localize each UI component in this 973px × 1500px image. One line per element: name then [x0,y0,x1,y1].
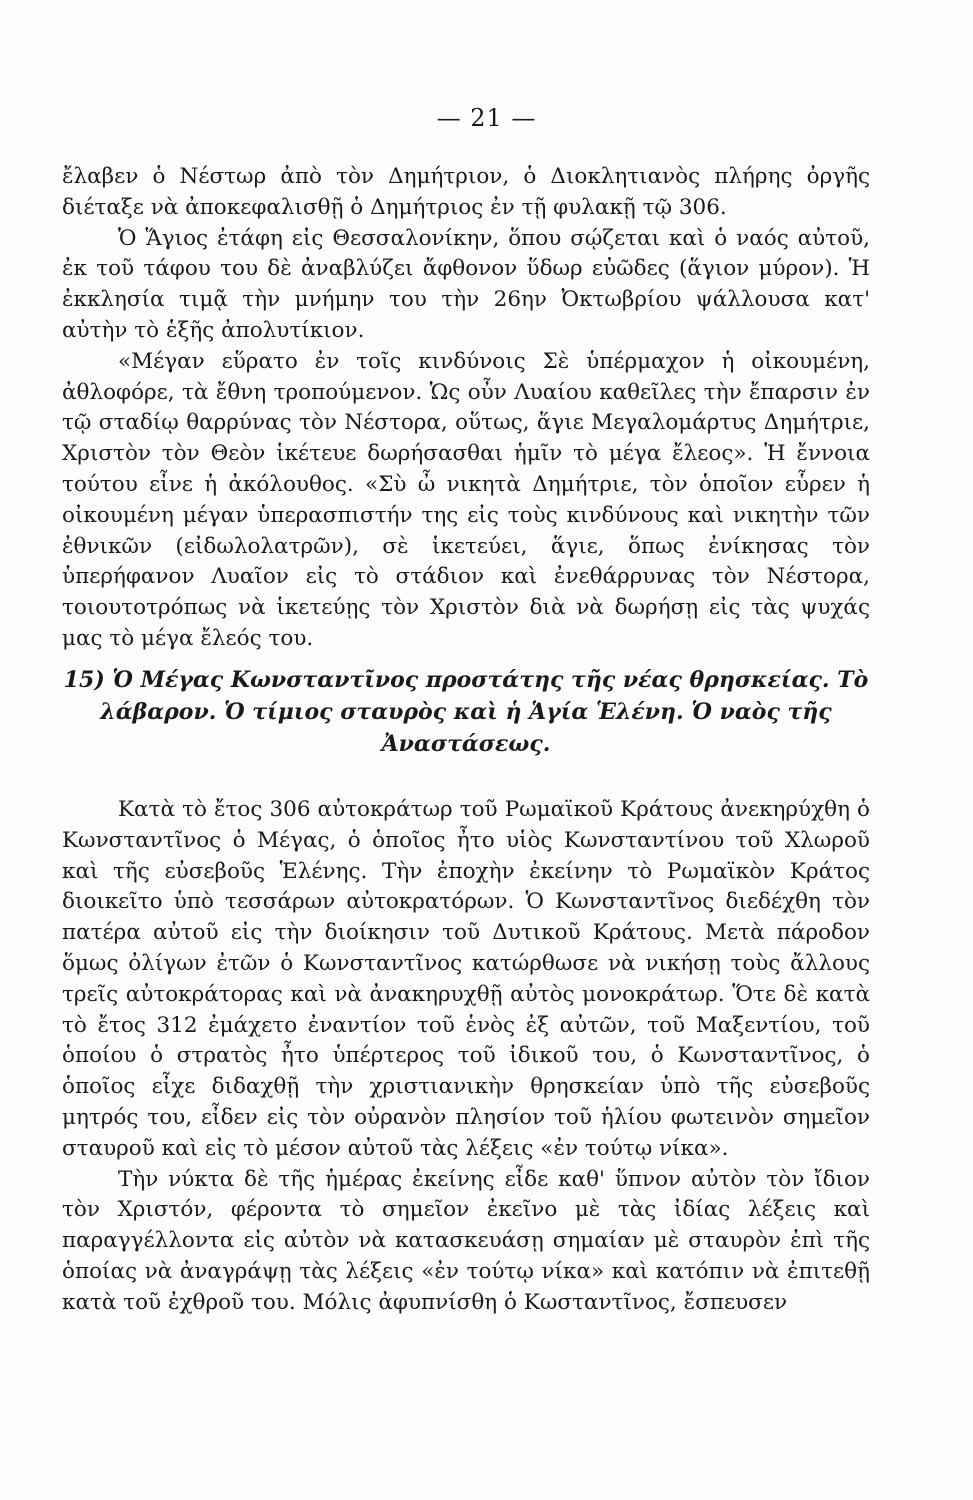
paragraph: Κατὰ τὸ ἔτος 306 αὐτοκράτωρ τοῦ Ρωμαϊκοῦ Κράτους ἀνεκηρύχθη ὁ Κωνσταντῖνος ὁ Μέγας, ὁ ὁποῖος ἦτο υἱὸς Κωνσταντίνου τοῦ Χλωροῦ καὶ τῆς εὐσεβοῦς Ἑλένης. Τὴν ἐποχὴν ἐκείνην τὸ Ρωμαϊκὸν Κράτος διοικεῖτο ὑπὸ τεσσάρων αὐτοκρατόρων. Ὁ Κωνσταντῖνος διεδέχθη τὸν πατέρα αὐτοῦ εἰς τὴν διοίκησιν τοῦ Δυτικοῦ Κράτους. Μετὰ πάροδον ὅμως ὀλίγων ἐτῶν ὁ Κωνσταντῖνος κατώρθωσε νὰ νικήσῃ τοὺς ἄλλους τρεῖς αὐτοκράτορας καὶ νὰ ἀνακηρυχθῇ αὐτὸς μονοκράτωρ. Ὅτε δὲ κατὰ τὸ ἔτος 312 ἐμάχετο ἐναντίον τοῦ ἑνὸς ἐξ αὐτῶν, τοῦ Μαξεντίου, τοῦ ὁποίου ὁ στρατὸς ἦτο ὑπέρτερος τοῦ ἰδικοῦ του, ὁ Κωνσταντῖνος, ὁ ὁποῖος εἶχε διδαχθῇ τὴν χριστιανικὴν θρησκείαν ὑπὸ τῆς εὐσεβοῦς μητρός του, εἶδεν εἰς τὸν οὐρανὸν πλησίον τοῦ ἡλίου φωτεινὸν σημεῖον σταυροῦ καὶ εἰς τὸ μέσον αὐτοῦ τὰς λέξεις «ἐν τούτῳ νίκα». [62,797,870,1161]
paragraph: Ὁ Ἅγιος ἐτάφη εἰς Θεσσαλονίκην, ὅπου σῴζεται καὶ ὁ ναός αὐτοῦ, ἐκ τοῦ τάφου του δὲ ἀναβλύζει ἄφθονον ὕδωρ εὐῶδες (ἅγιον μύρον). Ἡ ἐκκλησία τιμᾷ τὴν μνήμην του τὴν 26ην Ὀκτωβρίου ψάλλουσα κατ' αὐτὴν τὸ ἑξῆς ἀπολυτίκιον. [62,225,870,343]
paragraph: «Μέγαν εὕρατο ἐν τοῖς κινδύνοις Σὲ ὑπέρμαχον ἡ οἰκουμένη, ἀθλοφόρε, τὰ ἔθνη τροπούμενον. Ὡς οὖν Λυαίου καθεῖλες τὴν ἔπαρσιν ἐν τῷ σταδίῳ θαρρύνας τὸν Νέστορα, οὕτως, ἅγιε Μεγαλομάρτυς Δημήτριε, Χριστὸν τὸν Θεὸν ἱκέτευε δωρήσασθαι ἡμῖν τὸ μέγα ἔλεος». Ἡ ἔννοια τούτου εἶνε ἡ ἀκόλουθος. «Σὺ ὦ νικητὰ Δημήτριε, τὸν ὁποῖον εὗρεν ἡ οἰκουμένη μέγαν ὑπερασπιστήν της εἰς τοὺς κινδύνους καὶ νικητὴν τῶν ἐθνικῶν (εἰδωλολατρῶν), σὲ ἱκετεύει, ἅγιε, ὅπως ἐνίκησας τὸν ὑπερήφανον Λυαῖον εἰς τὸ στάδιον καὶ ἐνεθάρρυνας τὸν Νέστορα, τοιουτοτρόπως νὰ ἱκετεύῃς τὸν Χριστὸν διὰ νὰ δωρήσῃ εἰς τὰς ψυχάς μας τὸ μέγα ἔλεός του. [62,348,870,651]
text-block-top [62,162,870,655]
paragraph: ἔλαβεν ὁ Νέστωρ ἀπὸ τὸν Δημήτριον, ὁ Διοκλητιανὸς πλήρης ὀργῆς διέταξε νὰ ἀποκεφαλισθῇ ὁ Δημήτριος ἐν τῇ φυλακῇ τῷ 306. [62,164,870,220]
page-number: — 21 — [436,104,537,132]
section-heading: 15) Ὁ Μέγας Κωνσταντῖνος προστάτης τῆς νέας θρησκείας. Τὸ λάβαρον. Ὁ τίμιος σταυρὸς καὶ ἡ Ἁγία Ἑλένη. Ὁ ναὸς τῆς Ἀναστάσεως. [63,667,869,757]
text-block-bottom [62,795,870,1319]
paragraph: Τὴν νύκτα δὲ τῆς ἡμέρας ἐκείνης εἶδε καθ' ὕπνον αὐτὸν τὸν ἴδιον τὸν Χριστόν, φέροντα τὸ σημεῖον ἐκεῖνο μὲ τὰς ἰδίας λέξεις καὶ παραγγέλλοντα εἰς αὐτὸν νὰ κατασκευάσῃ σημαίαν μὲ σταυρὸν ἐπὶ τῆς ὁποίας νὰ ἀναγράψῃ τὰς λέξεις «ἐν τούτῳ νίκα» καὶ κατόπιν νὰ ἐπιτεθῇ κατὰ τοῦ ἐχθροῦ του. Μόλις ἀφυπνίσθη ὁ Κωσταντῖνος, ἔσπευσεν [62,1166,870,1315]
